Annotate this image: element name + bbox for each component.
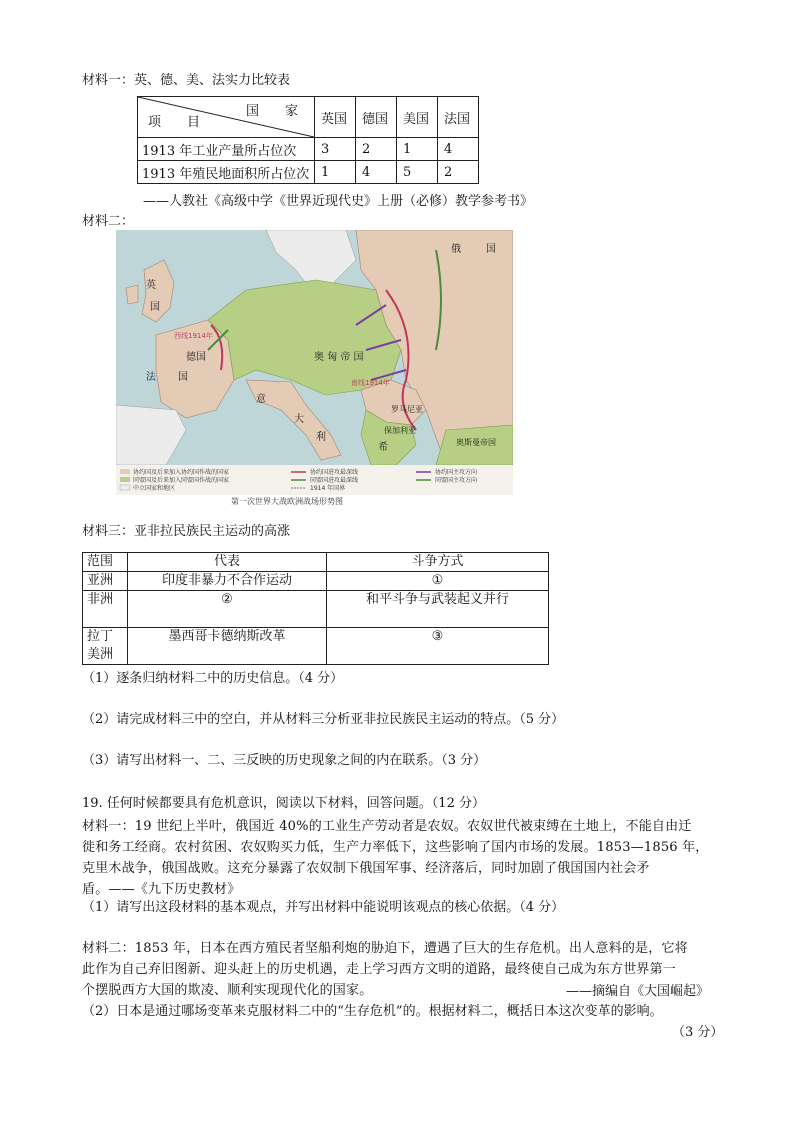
map-caption: 第一次世界大战欧洲战场形势图: [231, 497, 343, 506]
text-line: 材料二：1853 年，日本在西方殖民者坚船利炮的胁迫下，遭遇了巨大的生存危机。出人意料的是，它将: [82, 941, 688, 956]
map-label: 法: [146, 372, 156, 383]
wwi-europe-map: [116, 230, 513, 508]
legend-item: 协约国进攻最深线: [310, 469, 359, 476]
material-3-title: 材料三：亚非拉民族民主运动的高涨: [82, 524, 291, 539]
text-line: 盾。——《九下历史教材》: [82, 882, 241, 897]
map-label: 奥斯曼帝国: [456, 438, 496, 447]
map-label: 德国: [186, 352, 206, 363]
cell-value: 1: [315, 161, 356, 184]
q19-title: 19. 任何时候都要具有危机意识，阅读以下材料，回答问题。（12 分）: [82, 796, 485, 811]
col-header: 代表: [128, 553, 327, 572]
map-label: 国: [178, 372, 188, 383]
cell: 印度非暴力不合作运动: [128, 572, 327, 591]
cell-value: 1: [397, 138, 438, 161]
cell: ①: [327, 572, 549, 591]
legend-item: 协约国主攻方向: [435, 469, 478, 476]
map-label: 奥 匈 帝 国: [314, 352, 364, 363]
table-row: [138, 161, 479, 184]
row-label: 1913 年殖民地面积所占位次: [138, 161, 315, 184]
country-header: 美国: [397, 97, 438, 138]
movement-table: [82, 552, 549, 665]
q19-material-1: [82, 816, 722, 900]
map-label: 国: [150, 302, 160, 313]
q19-question-1: （1）请写出这段材料的基本观点，并写出材料中能说明该观点的核心依据。（4 分）: [82, 900, 565, 915]
map-label: 国: [486, 244, 496, 255]
text-line: 克里木战争，俄国战败。这充分暴露了农奴制下俄国军事、经济落后，同时加剧了俄国国内社会矛: [82, 861, 650, 876]
table-row: [138, 138, 479, 161]
diagonal-header-cell: [138, 97, 315, 138]
central-powers-region: [208, 280, 401, 395]
col-header: 斗争方式: [327, 553, 549, 572]
q19-question-2: （2）日本是通过哪场变革来克服材料二中的“生存危机”的。根据材料二，概括日本这次变革的影响。: [82, 1004, 663, 1019]
text-line: 徙和务工经商。农村贫困、农奴购买力低，生产力率低下，这些影响了国内市场的发展。1853—1856 年，: [82, 840, 709, 855]
country-header: 法国: [438, 97, 479, 138]
col-header: 范围: [83, 553, 128, 572]
question-2: （2）请完成材料三中的空白，并从材料三分析亚非拉民族民主运动的特点。（5 分）: [82, 712, 565, 727]
country-header: 德国: [356, 97, 397, 138]
table-row: [83, 591, 549, 628]
strength-comparison-table: [137, 96, 479, 184]
legend-item: 同盟国主攻方向: [435, 477, 478, 484]
cell: 和平斗争与武装起义并行: [327, 591, 549, 628]
cell-value: 4: [356, 161, 397, 184]
table-row: [83, 628, 549, 665]
text-line: 此作为自己弃旧图新、迎头赶上的历史机遇，走上学习西方文明的道路，最终使自己成为东方世界第一: [82, 962, 677, 977]
cell-value: 2: [438, 161, 479, 184]
diag-header-top: 国 家: [246, 104, 299, 119]
cell: 墨西哥卡德纳斯改革: [128, 628, 327, 665]
map-label: 大: [294, 414, 304, 425]
row-label: 1913 年工业产量所占位次: [138, 138, 315, 161]
question-1: （1）逐条归纳材料二中的历史信息。（4 分）: [82, 671, 344, 686]
map-label: 罗马尼亚: [391, 405, 423, 414]
cell: ③: [327, 628, 549, 665]
map-label: 保加利亚: [384, 426, 416, 435]
map-label: 俄: [451, 244, 461, 255]
material-2-title: 材料二：: [82, 214, 135, 229]
cell-value: 5: [397, 161, 438, 184]
map-label: 意: [256, 394, 266, 405]
legend-item: 同盟国及后来加入同盟国作战的国家: [133, 477, 230, 484]
q19-material-2-source: ——摘编自《大国崛起》: [566, 984, 710, 999]
text-line: 材料一：19 世纪上半叶，俄国近 40%的工业生产劳动者是农奴。农奴世代被束缚在土地上，不能自由迁: [82, 819, 692, 834]
material-1-source: ——人教社《高级中学《世界近现代史》上册（必修）教学参考书》: [143, 194, 534, 209]
cell: ②: [128, 591, 327, 628]
legend-swatch: [120, 485, 130, 490]
legend-item: 协约国及后来加入协约国作战的国家: [133, 469, 230, 476]
cell-value: 3: [315, 138, 356, 161]
q19-question-2-score: （3 分）: [672, 1025, 724, 1040]
map-label: 英: [146, 280, 156, 291]
country-header: 英国: [315, 97, 356, 138]
legend-swatch: [120, 477, 130, 482]
cell: 拉丁美洲: [83, 628, 128, 665]
map-label: 西线1914年: [174, 332, 213, 340]
cell-value: 2: [356, 138, 397, 161]
legend-item: 同盟国进攻最深线: [310, 477, 359, 484]
map-label: 希: [378, 442, 388, 453]
diag-header-bottom: 项 目: [148, 115, 201, 130]
ireland-region: [126, 285, 138, 304]
legend-item: 中立国家和地区: [133, 485, 176, 492]
cell: 非洲: [83, 591, 128, 628]
legend-swatch: [120, 469, 130, 474]
cell: 亚洲: [83, 572, 128, 591]
material-1-title: 材料一：英、德、美、法实力比较表: [82, 73, 291, 88]
text-line: 个摆脱西方大国的欺凌、顺利实现现代化的国家。: [82, 983, 373, 998]
question-3: （3）请写出材料一、二、三反映的历史现象之间的内在联系。（3 分）: [82, 753, 487, 768]
table-row: [83, 572, 549, 591]
legend-item: 1914 年国界: [310, 485, 346, 492]
cell-value: 4: [438, 138, 479, 161]
map-label: 利: [316, 432, 326, 443]
map-label: 南线1914年: [351, 379, 390, 387]
